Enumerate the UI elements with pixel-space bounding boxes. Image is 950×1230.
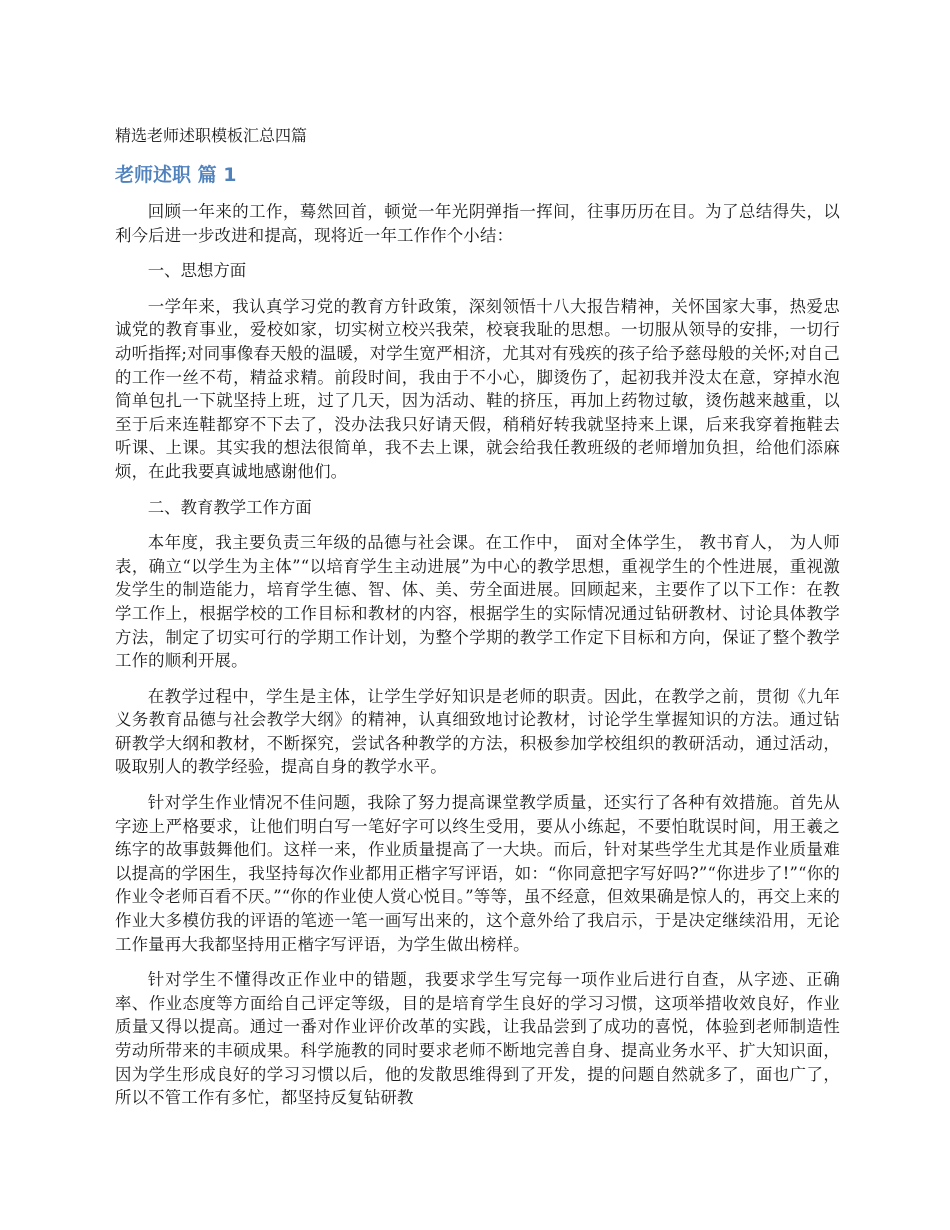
document-title: 精选老师述职模板汇总四篇 [115, 126, 308, 145]
document-page [115, 124, 840, 1122]
intro-paragraph: 回顾一年来的工作，蓦然回首，顿觉一年光阴弹指一挥间，往事历历在目。为了总结得失，以利今后进一步改进和提高，现将近一年工作作个小结： [115, 202, 840, 245]
section-heading: 老师述职 篇 1 [115, 164, 237, 186]
subheading-teaching: 二、教育教学工作方面 [147, 497, 312, 517]
paragraph-teaching-2: 在教学过程中，学生是主体，让学生学好知识是老师的职责。因此，在教学之前，贯彻《九年义务教育品德与社会教学大纲》的精神，认真细致地讨论教材，讨论学生掌握知识的方法。通过钻研教学大纲和教材，不断探究，尝试各种教学的方法，积极参加学校组织的教研活动，通过活动，吸取别人的教学经验，提高自身的教学水平。 [115, 686, 840, 777]
paragraph-homework-2: 针对学生不懂得改正作业中的错题，我要求学生写完每一项作业后进行自查，从字迹、正确率、作业态度等方面给自己评定等级，目的是培育学生良好的学习习惯，这项举措收效良好，作业质量又得以提高。通过一番对作业评价改革的实践，让我品尝到了成功的喜悦，体验到老师制造性劳动所带来的丰硕成果。科学施教的同时要求老师不断地完善自身、提高业务水平、扩大知识面，因为学生形成良好的学习习惯以后，他的发散思维得到了开发，提的问题自然就多了，面也广了，所以不管工作有多忙，都坚持反复钻研教 [115, 970, 840, 1108]
paragraph-teaching-1: 本年度，我主要负责三年级的品德与社会课。在工作中， 面对全体学生， 教书育人， 为人师表，确立“以学生为主体”“以培育学生主动进展”为中心的教学思想，重视学生的个性进展，重视激发学生的制造能力，培育学生德、智、体、美、劳全面进展。回顾起来，主要作了以下工作：在教学工作上，根据学校的工作目标和教材的内容，根据学生的实际情况通过钻研教材、讨论具体教学方法，制定了切实可行的学期工作计划，为整个学期的教学工作定下目标和方向，保证了整个教学工作的顺利开展。 [115, 533, 840, 671]
paragraph-thought: 一学年来，我认真学习党的教育方针政策，深刻领悟十八大报告精神，关怀国家大事，热爱忠诚党的教育事业，爱校如家，切实树立校兴我荣，校衰我耻的思想。一切服从领导的安排，一切行动听指挥;对同事像春天般的温暖，对学生宽严相济，尤其对有残疾的孩子给予慈母般的关怀;对自己的工作一丝不苟，精益求精。前段时间，我由于不小心，脚烫伤了，起初我并没太在意，穿掉水泡简单包扎一下就坚持上班，过了几天，因为活动、鞋的挤压，再加上药物过敏，烫伤越来越重，以至于后来连鞋都穿不下去了，没办法我只好请天假，稍稍好转我就坚持来上课，后来我穿着拖鞋去听课、上课。其实我的想法很简单，我不去上课，就会给我任教班级的老师增加负担，给他们添麻烦，在此我要真诚地感谢他们。 [115, 296, 840, 481]
subheading-thought: 一、思想方面 [147, 261, 247, 281]
paragraph-homework-1: 针对学生作业情况不佳问题，我除了努力提高课堂教学质量，还实行了各种有效措施。首先从字迹上严格要求，让他们明白写一笔好字可以终生受用，要从小练起，不要怕耽误时间，用王羲之练字的故事鼓舞他们。这样一来，作业质量提高了一大块。而后，针对某些学生尤其是作业质量难以提高的学困生，我坚持每次作业都用正楷字写评语，如：“你同意把字写好吗?”“你进步了!”“你的作业令老师百看不厌。”“你的作业使人赏心悦目。”等等，虽不经意，但效果确是惊人的，再交上来的作业大多模仿我的评语的笔迹一笔一画写出来的，这个意外给了我启示，于是决定继续沿用，无论工作量再大我都坚持用正楷字写评语，为学生做出榜样。 [115, 793, 840, 954]
